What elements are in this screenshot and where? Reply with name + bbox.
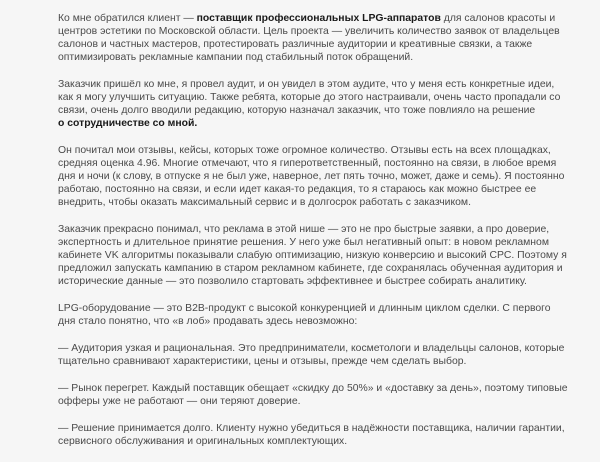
paragraph-audit xyxy=(58,78,570,130)
intro-text: Ко мне обратился клиент — xyxy=(58,13,197,24)
paragraph-market: — Рынок перегрет. Каждый поставщик обещает «скидку до 50%» и «доставку за день», поэтому типовые офферы уже не работают — они теряют доверие. xyxy=(58,383,568,407)
paragraph-decision: — Решение принимается долго. Клиенту нужно убедиться в надёжности поставщика, наличии гарантии, сервисного обслуживания и оригинальных комплектующих. xyxy=(58,423,565,447)
article-body xyxy=(58,12,570,462)
paragraph-reviews: Он почитал мои отзывы, кейсы, которых тоже огромное количество. Отзывы есть на всех площадках, средняя оценка 4.96. Многие отмечают, что я гиперответственный, постоянно на связи, в любое время дня и ночи (к слову, в отпуске я не был уже, наверное, лет пять точно, может, даже и семь). Я постоянно работаю, постоянно на связи, и если идет какая-то редакция, то я стараюсь как можно быстрее ее внедрить, чтобы оказать максимальный сервис и в долгосрок работать с заказчиком. xyxy=(58,145,565,208)
paragraph-niche: Заказчик прекрасно понимал, что реклама в этой нише — это не про быстрые заявки, а про доверие, экспертность и длительное принятие решения. У него уже был негативный опыт: в новом рекламном кабинете VK алгоритмы показывали слабую оптимизацию, низкую конверсию и высокий CPC. Поэтому я предложил запускать кампанию в старом рекламном кабинете, где сохранялась обученная аудитория и исторические данные — это позволило стартовать эффективнее и быстрее собирать аналитику. xyxy=(58,224,567,287)
paragraph-intro xyxy=(58,12,570,64)
audit-highlight: о сотрудничестве со мной. xyxy=(58,118,198,129)
paragraph-b2b: LPG-оборудование — это B2B-продукт с высокой конкуренцией и длинным циклом сделки. С первого дня стало понятно, что «в лоб» продавать здесь невозможно: xyxy=(58,303,551,327)
intro-highlight: поставщик профессиональных LPG-аппаратов xyxy=(196,13,441,24)
audit-text: Заказчик пришёл ко мне, я провел аудит, и он увидел в этом аудите, что у меня есть конкретные идеи, как я могу улучшить ситуацию. Также ребята, которые до этого настраивали, очень часто пропадали со связи, очень долго вводили редакцию, которую назначал заказчик, что тоже повлияло на решение xyxy=(58,79,561,116)
paragraph-audience: — Аудитория узкая и рациональная. Это предприниматели, косметологи и владельцы салонов, которые тщательно сравнивают характеристики, цены и отзывы, прежде чем сделать выбор. xyxy=(58,343,565,367)
intro-text-rest: для салонов красоты и центров эстетики по Московской области. Цель проекта — увеличить количество заявок от владельцев салонов и частных мастеров, протестировать различные аудитории и креативные связки, а также оптимизировать рекламные кампании под стабильный поток обращений. xyxy=(58,13,560,63)
